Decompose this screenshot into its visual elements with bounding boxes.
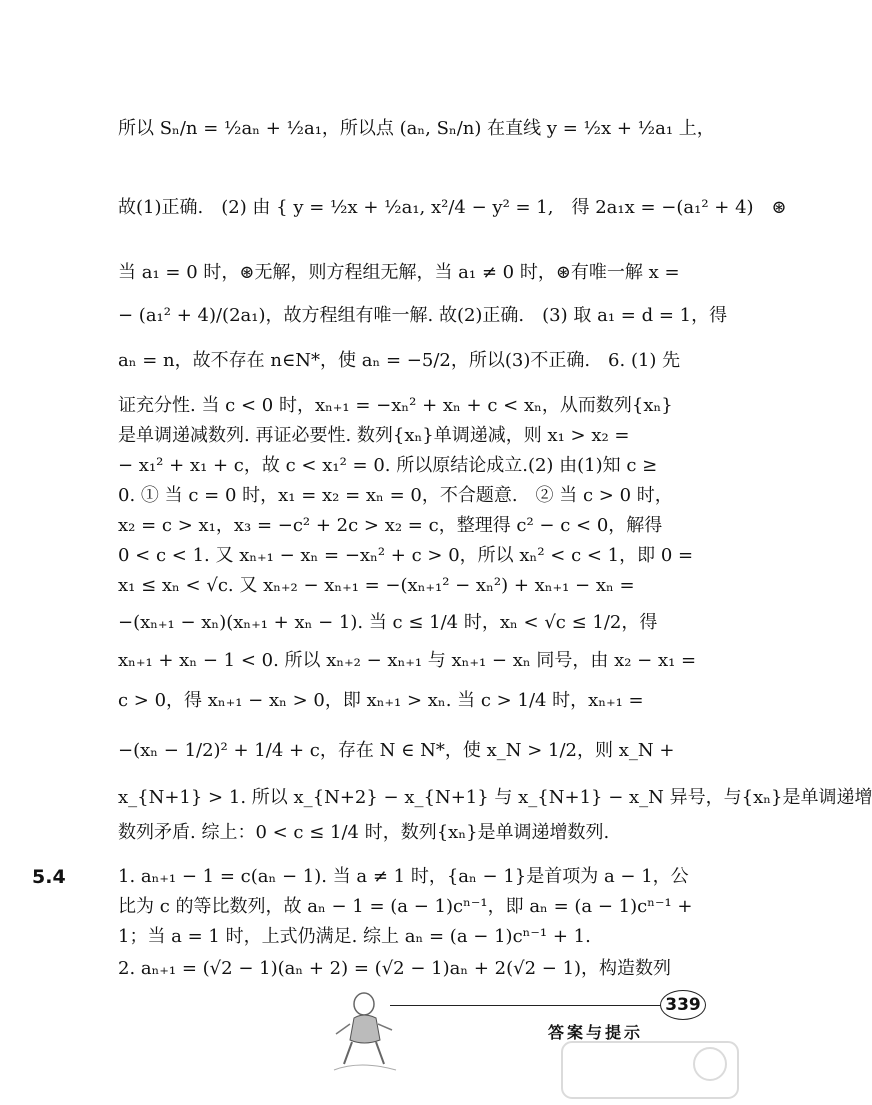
text-line-21: 1；当 a = 1 时，上式仍满足. 综上 aₙ = (a − 1)cⁿ⁻¹ + 1. [118,926,591,947]
decorative-figure-illustration [330,990,400,1075]
text-line-8: − x₁² + x₁ + c，故 c < x₁² = 0. 所以原结论成立.(2) 由(1)知 c ≥ [118,455,658,476]
section-number: 5.4 [32,866,66,888]
text-line-2: 故(1)正确. (2) 由 { y = ½x + ½a₁, x²/4 − y² = 1, 得 2a₁x = −(a₁² + 4) ⊛ [118,197,787,218]
footer-label: 答案与提示 [548,1023,644,1042]
footer-rule [390,1005,680,1006]
text-line-15: c > 0，得 xₙ₊₁ − xₙ > 0，即 xₙ₊₁ > xₙ. 当 c > 1/4 时，xₙ₊₁ = [118,690,644,711]
text-line-19: 1. aₙ₊₁ − 1 = c(aₙ − 1). 当 a ≠ 1 时，{aₙ − 1}是首项为 a − 1，公 [118,866,689,887]
text-line-22: 2. aₙ₊₁ = (√2 − 1)(aₙ + 2) = (√2 − 1)aₙ + 2(√2 − 1)，构造数列 [118,958,672,979]
page-number: 339 [660,990,706,1020]
text-line-20: 比为 c 的等比数列，故 aₙ − 1 = (a − 1)cⁿ⁻¹，即 aₙ = (a − 1)cⁿ⁻¹ + [118,896,693,917]
text-line-12: x₁ ≤ xₙ < √c. 又 xₙ₊₂ − xₙ₊₁ = −(xₙ₊₁² − xₙ²) + xₙ₊₁ − xₙ = [118,575,635,596]
text-line-4: − (a₁² + 4)/(2a₁)，故方程组有唯一解. 故(2)正确. (3) 取 a₁ = d = 1，得 [118,305,728,326]
text-line-14: xₙ₊₁ + xₙ − 1 < 0. 所以 xₙ₊₂ − xₙ₊₁ 与 xₙ₊₁ − xₙ 同号，由 x₂ − x₁ = [118,650,697,671]
text-line-6: 证充分性. 当 c < 0 时，xₙ₊₁ = −xₙ² + xₙ + c < xₙ，从而数列{xₙ} [118,395,673,416]
text-line-1: 所以 Sₙ/n = ½aₙ + ½a₁，所以点 (aₙ, Sₙ/n) 在直线 y = ½x + ½a₁ 上， [118,118,715,139]
text-line-5: aₙ = n，故不存在 n∈N*，使 aₙ = −5/2，所以(3)不正确. 6. (1) 先 [118,350,681,371]
text-line-11: 0 < c < 1. 又 xₙ₊₁ − xₙ = −xₙ² + c > 0，所以 xₙ² < c < 1，即 0 = [118,545,694,566]
watermark-logo [560,1040,740,1100]
text-line-16: −(xₙ − 1/2)² + 1/4 + c，存在 N ∈ N*，使 x_N > 1/2，则 x_N + [118,740,675,761]
text-line-3: 当 a₁ = 0 时，⊛无解，则方程组无解，当 a₁ ≠ 0 时，⊛有唯一解 x = [118,262,680,283]
text-line-9: 0. ① 当 c = 0 时，x₁ = x₂ = xₙ = 0，不合题意. ② 当 c > 0 时， [118,485,673,506]
text-line-17: x_{N+1} > 1. 所以 x_{N+2} − x_{N+1} 与 x_{N+1} − x_N 异号，与{xₙ}是单调递增 [118,787,872,808]
text-line-7: 是单调递减数列. 再证必要性. 数列{xₙ}单调递减，则 x₁ > x₂ = [118,425,630,446]
text-line-18: 数列矛盾. 综上：0 < c ≤ 1/4 时，数列{xₙ}是单调递增数列. [118,822,610,843]
text-line-10: x₂ = c > x₁，x₃ = −c² + 2c > x₂ = c，整理得 c² − c < 0，解得 [118,515,663,536]
text-line-13: −(xₙ₊₁ − xₙ)(xₙ₊₁ + xₙ − 1). 当 c ≤ 1/4 时，xₙ < √c ≤ 1/2，得 [118,612,658,633]
